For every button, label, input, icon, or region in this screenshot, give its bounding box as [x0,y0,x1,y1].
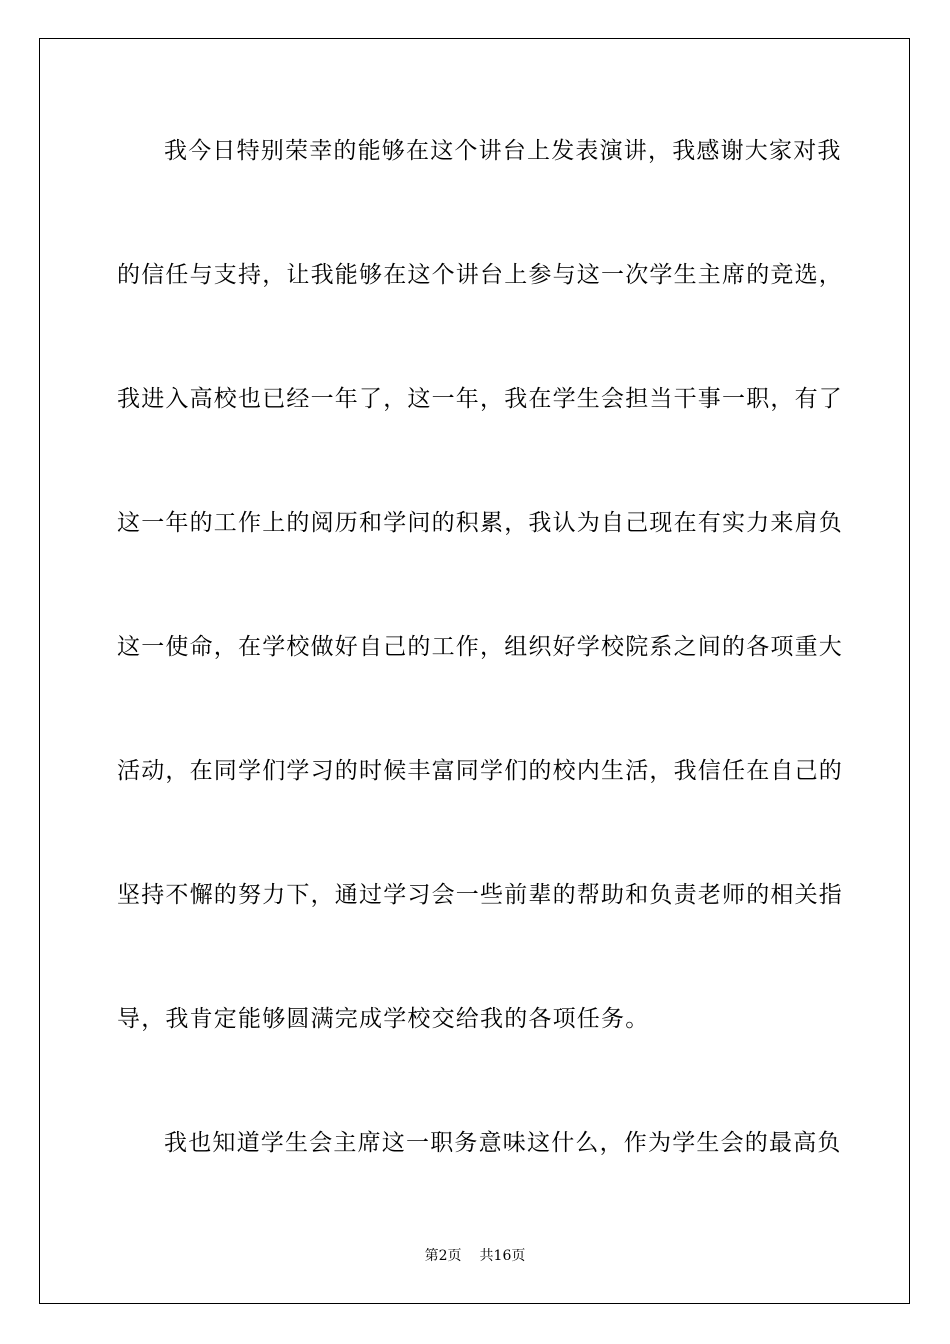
paragraph-line-2: 的信任与支持，让我能够在这个讲台上参与这一次学生主席的竞选， [117,262,843,288]
paragraph-line-8: 导，我肯定能够圆满完成学校交给我的各项任务。 [117,1006,650,1032]
paragraph-line-9: 我也知道学生会主席这一职务意味这什么，作为学生会的最高负 [164,1130,842,1156]
paragraph-line-1: 我今日特别荣幸的能够在这个讲台上发表演讲，我感谢大家对我 [164,138,842,164]
paragraph-line-7: 坚持不懈的努力下，通过学习会一些前辈的帮助和负责老师的相关指 [117,882,843,908]
page-total: 共16页 [479,1248,526,1264]
page-footer [0,1246,950,1266]
page-frame [39,38,910,1304]
page-number: 第2页 [424,1248,462,1264]
paragraph-line-3: 我进入高校也已经一年了，这一年，我在学生会担当干事一职，有了 [117,386,843,412]
paragraph-line-5: 这一使命，在学校做好自己的工作，组织好学校院系之间的各项重大 [117,634,843,660]
paragraph-line-4: 这一年的工作上的阅历和学问的积累，我认为自己现在有实力来肩负 [117,510,843,536]
paragraph-line-6: 活动，在同学们学习的时候丰富同学们的校内生活，我信任在自己的 [117,758,843,784]
